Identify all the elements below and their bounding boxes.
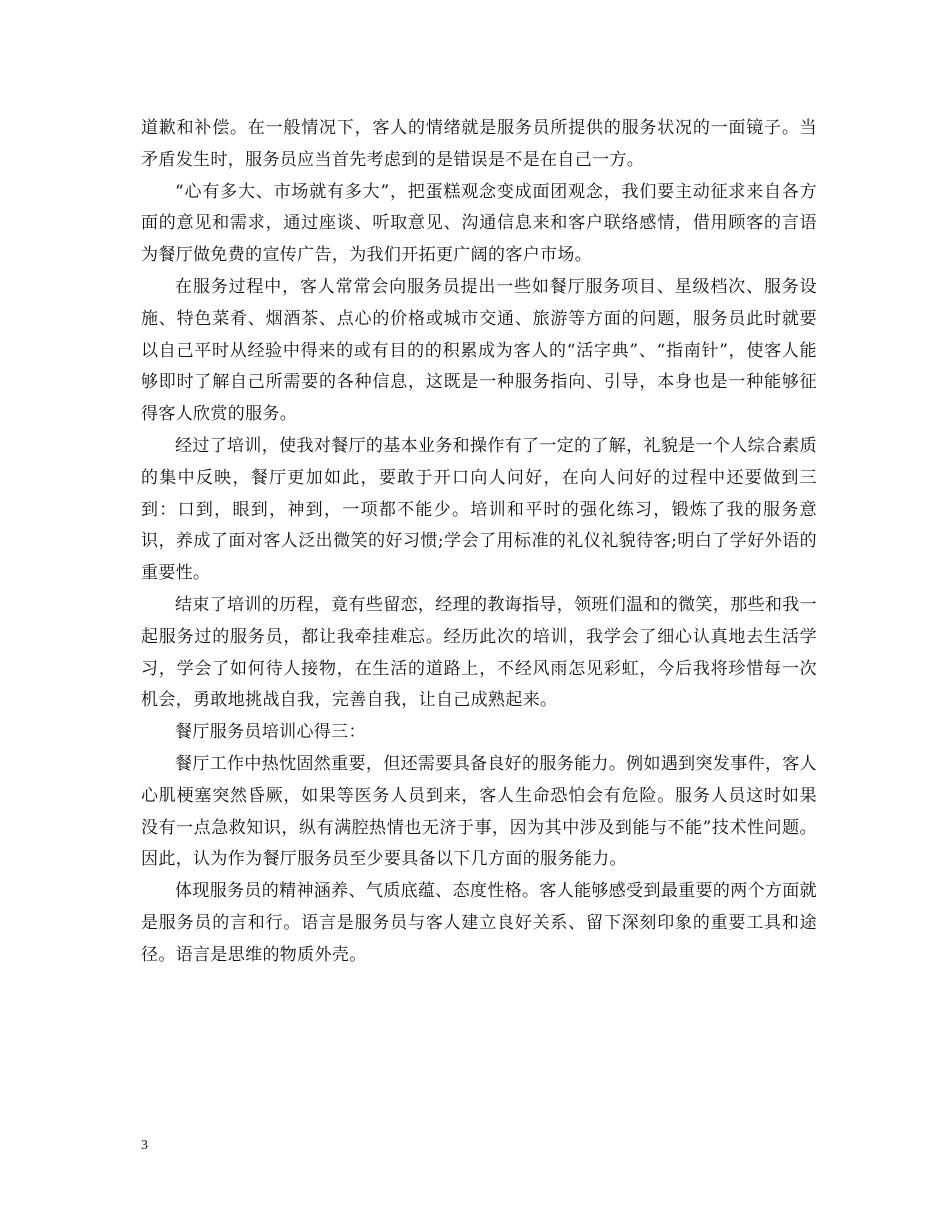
paragraph-continuation: 道歉和补偿。在一般情况下，客人的情绪就是服务员所提供的服务状况的一面镜子。当矛盾发生时，服务员应当首先考虑到的是错误是不是在自己一方。 bbox=[141, 118, 817, 170]
paragraph-service-process: 在服务过程中，客人常常会向服务员提出一些如餐厅服务项目、星级档次、服务设施、特色菜肴、烟酒茶、点心的价格或城市交通、旅游等方面的问题，服务员此时就要以自己平时从经验中得来的或有目的的积累成为客人的“活字典”、“指南针”，使客人能够即时了解自己所需要的各种信息，这既是一种服务指向、引导，本身也是一种能够征得客人欣赏的服务。 bbox=[141, 276, 817, 425]
document-body bbox=[141, 113, 817, 972]
paragraph-training-courtesy: 经过了培训，使我对餐厅的基本业务和操作有了一定的了解，礼貌是一个人综合素质的集中反映，餐厅更加如此，要敢于开口向人问好，在向人问好的过程中还要做到三到：口到，眼到，神到，一项都不能少。培训和平时的强化练习，锻炼了我的服务意识，养成了面对客人泛出微笑的好习惯;学会了用标准的礼仪礼貌待客;明白了学好外语的重要性。 bbox=[141, 435, 817, 584]
page-number: 3 bbox=[141, 1138, 148, 1153]
paragraph-service-ability: 餐厅工作中热忱固然重要，但还需要具备良好的服务能力。例如遇到突发事件，客人心肌梗塞突然昏厥，如果等医务人员到来，客人生命恐怕会有危险。服务人员这时如果没有一点急救知识，纵有满腔热情也无济于事，因为其中涉及到能与不能”技术性问题。因此，认为作为餐厅服务员至少要具备以下几方面的服务能力。 bbox=[141, 753, 817, 870]
paragraph-language: 体现服务员的精神涵养、气质底蕴、态度性格。客人能够感受到最重要的两个方面就是服务员的言和行。语言是服务员与客人建立良好关系、留下深刻印象的重要工具和途径。语言是思维的物质外壳。 bbox=[141, 881, 817, 965]
paragraph-training-end: 结束了培训的历程，竟有些留恋，经理的教诲指导，领班们温和的微笑，那些和我一起服务过的服务员，都让我牵挂难忘。经历此次的培训，我学会了细心认真地去生活学习，学会了如何待人接物，在生活的道路上，不经风雨怎见彩虹，今后我将珍惜每一次机会，勇敢地挑战自我，完善自我，让自己成熟起来。 bbox=[141, 594, 817, 711]
section-heading: 餐厅服务员培训心得三： bbox=[175, 722, 366, 743]
paragraph-market: “心有多大、市场就有多大”，把蛋糕观念变成面团观念，我们要主动征求来自各方面的意见和需求，通过座谈、听取意见、沟通信息来和客户联络感情，借用顾客的言语为餐厅做免费的宣传广告，为我们开拓更广阔的客户市场。 bbox=[141, 181, 817, 266]
